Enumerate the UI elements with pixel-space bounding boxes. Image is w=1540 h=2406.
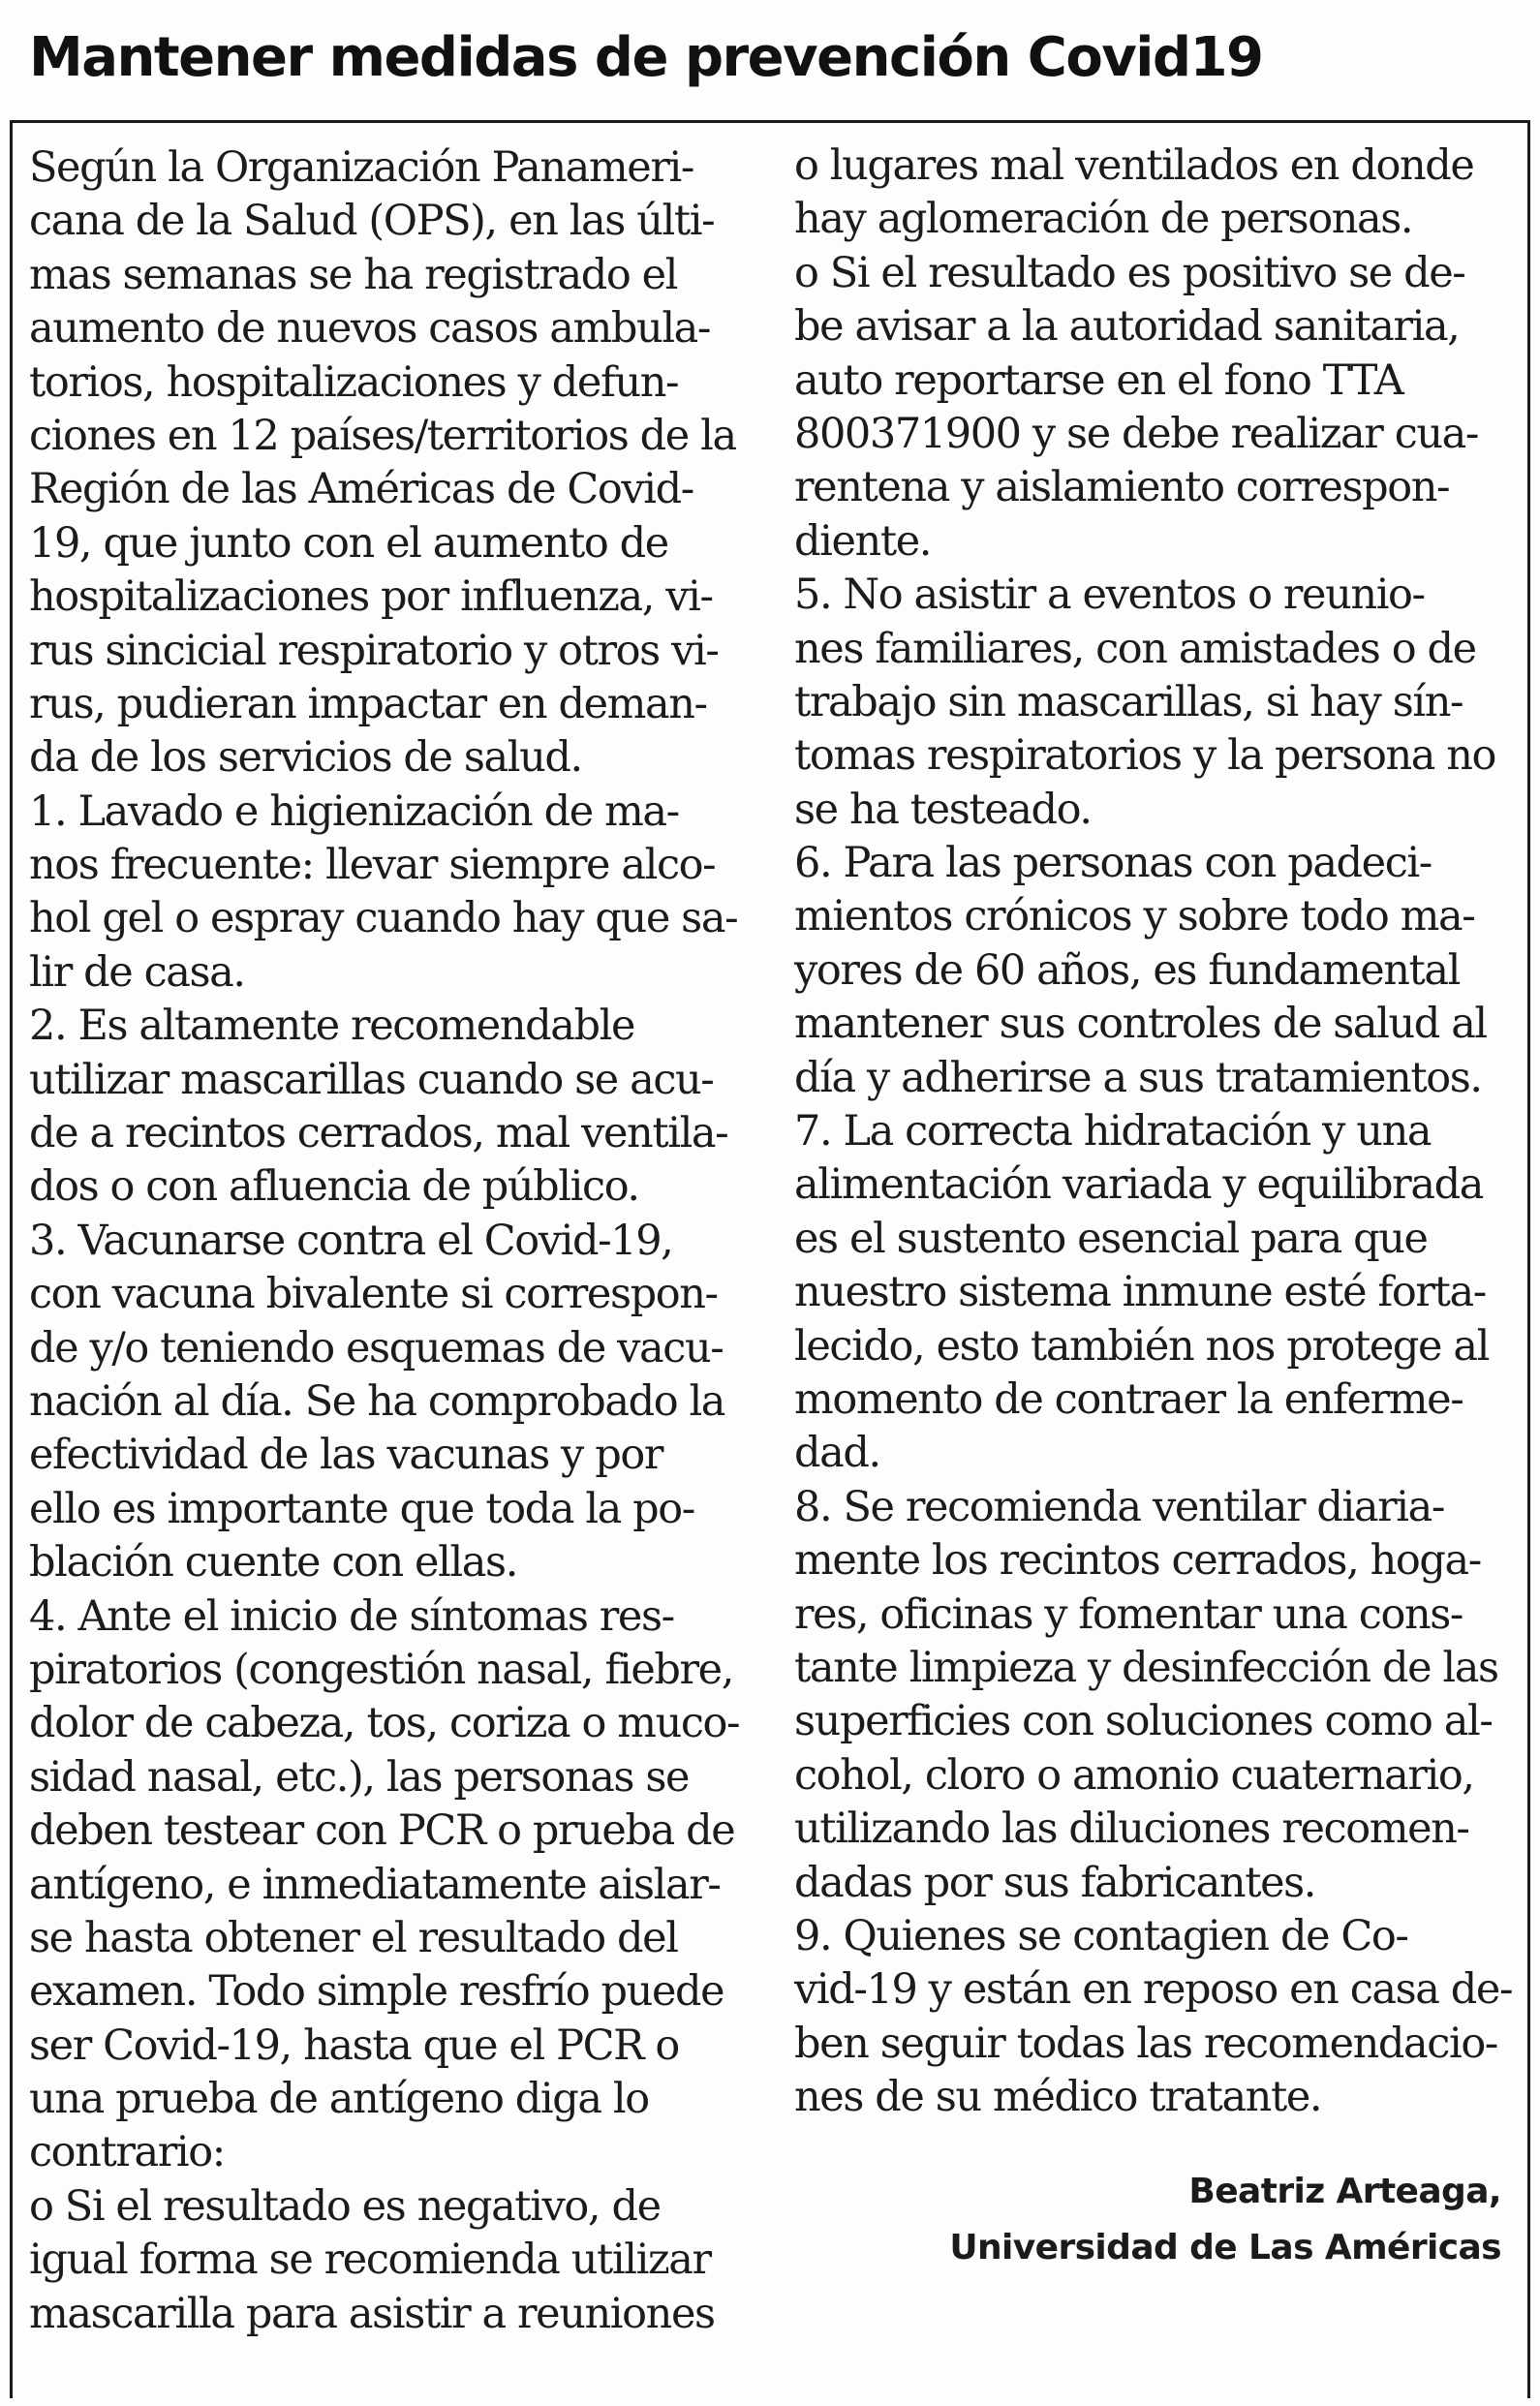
article-line: lir de casa. [29, 947, 245, 997]
article-line: 7. La correcta hidratación y una [794, 1107, 1432, 1157]
article-line: nos frecuente: llevar siempre alco- [29, 841, 716, 890]
article-line: tante limpieza y desinfección de las [794, 1643, 1498, 1692]
article-line: sidad nasal, etc.), las personas se [29, 1752, 690, 1802]
article-line: 800371900 y se debe realizar cua- [794, 409, 1479, 458]
headline: Mantener medidas de prevención Covid19 [29, 26, 1263, 89]
article-line: se ha testeado. [794, 785, 1092, 834]
article-line: de a recintos cerrados, mal ventila- [29, 1109, 728, 1158]
article-line: o Si el resultado es negativo, de [29, 2181, 661, 2231]
article-line: lecido, esto también nos protege al [794, 1321, 1489, 1371]
article-line: 19, que junto con el aumento de [29, 518, 668, 568]
article-line: nes familiares, con amistades o de [794, 624, 1476, 673]
article-line: tomas respiratorios y la persona no [794, 731, 1496, 781]
article-line: de y/o teniendo esquemas de vacu- [29, 1323, 724, 1373]
article-line: deben testear con PCR o prueba de [29, 1806, 735, 1856]
article-line: día y adherirse a sus tratamientos. [794, 1053, 1482, 1102]
article-line: da de los servicios de salud. [29, 733, 582, 783]
article-line: 8. Se recomienda ventilar diaria- [794, 1482, 1445, 1531]
article-line: aumento de nuevos casos ambula- [29, 304, 711, 354]
article-line: hospitalizaciones por influenza, vi- [29, 572, 713, 622]
article-line: superficies con soluciones como al- [794, 1697, 1493, 1746]
article-line: yores de 60 años, es fundamental [794, 945, 1460, 995]
article-line: antígeno, e inmediatamente aislar- [29, 1860, 721, 1909]
article-line: con vacuna bivalente si correspon- [29, 1270, 718, 1319]
article-line: vid-19 y están en reposo en casa de- [794, 1965, 1513, 2015]
article-line: res, oficinas y fomentar una cons- [794, 1589, 1463, 1639]
article-line: examen. Todo simple resfrío puede [29, 1967, 724, 2017]
article-line: rentena y aislamiento correspon- [794, 463, 1450, 512]
article-line: auto reportarse en el fono TTA [794, 355, 1403, 405]
byline-author: Beatriz Arteaga, [1188, 2172, 1501, 2211]
article-line: dadas por sus fabricantes. [794, 1858, 1316, 1907]
article-line: igual forma se recomienda utilizar [29, 2236, 711, 2285]
article-line: trabajo sin mascarillas, si hay sín- [794, 677, 1463, 726]
article-line: cana de la Salud (OPS), en las últi- [29, 197, 715, 246]
article-line: blación cuente con ellas. [29, 1538, 517, 1588]
article-line: diente. [794, 516, 932, 566]
article-line: 5. No asistir a eventos o reunio- [794, 571, 1425, 620]
article-line: mente los recintos cerrados, hoga- [794, 1536, 1481, 1586]
article-line: momento de contraer la enfermе- [794, 1374, 1463, 1424]
article-line: utilizar mascarillas cuando se acu- [29, 1055, 714, 1104]
article-line: nuestro sistema inmune esté forta- [794, 1268, 1486, 1317]
article-line: o lugares mal ventilados en donde [794, 141, 1474, 190]
article-line: ello es importante que toda la po- [29, 1484, 694, 1533]
article-line: o Si el resultado es positivo se de- [794, 248, 1465, 297]
article-line: mientos crónicos y sobre todo ma- [794, 892, 1475, 941]
article-line: ben seguir todas las recomendacio- [794, 2019, 1497, 2068]
article-line: es el sustento esencial para que [794, 1214, 1428, 1263]
article-line: ciones en 12 países/territorios de la [29, 411, 736, 460]
article-line: nes de su médico tratante. [794, 2073, 1322, 2122]
article-line: hay aglomeración de personas. [794, 195, 1413, 244]
article-line: mascarilla para asistir a reuniones [29, 2289, 715, 2338]
article-line: rus, pudieran impactar en deman- [29, 679, 707, 728]
article-line: cohol, cloro o amonio cuaternario, [794, 1750, 1474, 1800]
article-line: contrario: [29, 2128, 225, 2177]
article-line: dolor de cabeza, tos, coriza o muco- [29, 1699, 740, 1748]
article-line: 4. Ante el inicio de síntomas res- [29, 1591, 674, 1641]
article-line: 1. Lavado e higienización de ma- [29, 787, 679, 836]
article-line: ser Covid-19, hasta que el PCR o [29, 2020, 679, 2070]
article-line: efectividad de las vacunas y por [29, 1431, 662, 1480]
article-line: be avisar a la autoridad sanitaria, [794, 302, 1460, 352]
article-line: 3. Vacunarse contra el Covid-19, [29, 1216, 673, 1265]
article-line: utilizando las diluciones recomen- [794, 1804, 1469, 1854]
article-line: hol gel o espray cuando hay que sa- [29, 894, 738, 943]
article-line: una prueba de antígeno diga lo [29, 2075, 649, 2124]
article-line: piratorios (congestión nasal, fiebre, [29, 1645, 733, 1694]
article-line: dad. [794, 1429, 880, 1478]
article-line: nación al día. Se ha comprobado la [29, 1376, 725, 1426]
article-line: 9. Quienes se contagien de Co- [794, 1911, 1408, 1960]
article-line: se hasta obtener el resultado del [29, 1913, 678, 1962]
article-line: rus sincicial respiratorio y otros vi- [29, 626, 719, 675]
article-line: torios, hospitalizaciones y defun- [29, 357, 679, 407]
byline-affiliation: Universidad de Las Américas [949, 2228, 1501, 2267]
article-line: alimentación variada y equilibrada [794, 1160, 1483, 1210]
article-left-column [29, 141, 750, 2341]
article-line: mantener sus controles de salud al [794, 1000, 1487, 1049]
article-line: 6. Para las personas con padeci- [794, 839, 1432, 888]
article-line: 2. Es altamente recomendable [29, 1002, 635, 1051]
article-line: Según la Organización Panameri- [29, 143, 693, 192]
article-line: dos o con afluencia de público. [29, 1162, 639, 1212]
article-right-column [794, 139, 1515, 2124]
article-line: Región de las Américas de Covid- [29, 465, 693, 514]
article-line: mas semanas se ha registrado el [29, 250, 678, 299]
